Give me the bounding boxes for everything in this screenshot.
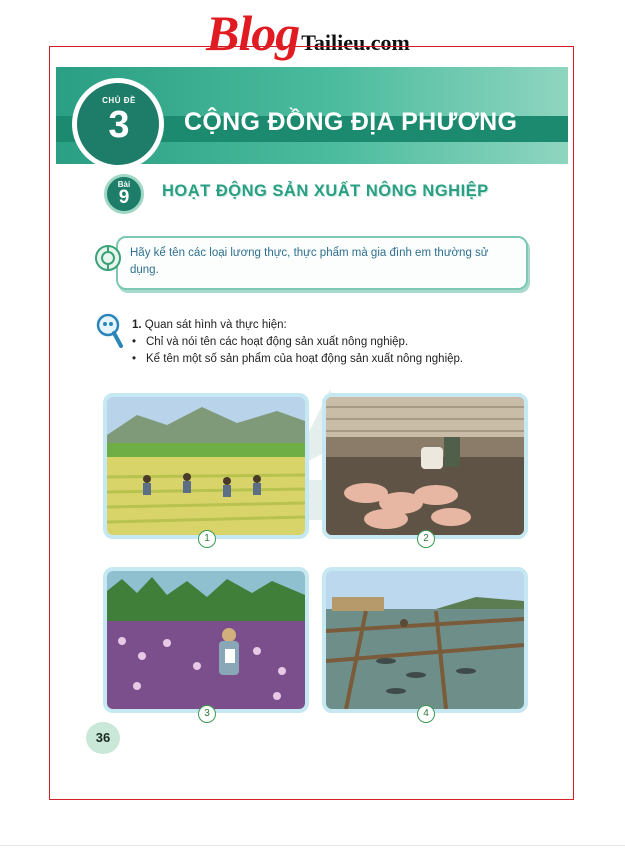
magnifier-icon xyxy=(94,312,124,350)
lesson-number: 9 xyxy=(118,187,130,208)
logo-site: Tailieu.com xyxy=(301,30,410,55)
activity-bullet: Kể tên một số sản phẩm của hoạt động sản xuất nông nghiệp. xyxy=(146,353,464,365)
activity-number: 1. xyxy=(132,319,142,331)
bullet-dot: • xyxy=(132,353,137,365)
lesson-label: Bài xyxy=(117,180,131,189)
bottom-strip xyxy=(0,845,625,852)
activity-instruction-text: Quan sát hình và thực hiện: xyxy=(144,319,287,331)
topic-number: 3 xyxy=(108,104,130,146)
photo-number-badge: 4 xyxy=(417,705,435,723)
topic-label: CHỦ ĐỀ xyxy=(102,96,136,105)
logo-brand: Blog xyxy=(206,5,300,61)
fish-farm-illustration xyxy=(326,571,524,709)
photo-number-badge: 2 xyxy=(417,530,435,548)
pig-farm-illustration xyxy=(326,397,524,535)
photo-number-badge: 3 xyxy=(198,705,216,723)
warmup-icon xyxy=(94,244,122,272)
activity-instruction xyxy=(132,317,552,334)
photo-rice-planting xyxy=(103,393,309,539)
lesson-title: HOẠT ĐỘNG SẢN XUẤT NÔNG NGHIỆP xyxy=(162,182,489,200)
flower-garden-illustration xyxy=(107,571,305,709)
rice-planting-illustration xyxy=(107,397,305,535)
photo-pig-farm xyxy=(322,393,528,539)
page-number: 36 xyxy=(86,722,120,754)
photo-number-badge: 1 xyxy=(198,530,216,548)
photo-flower-garden xyxy=(103,567,309,713)
topic-title: CỘNG ĐỒNG ĐỊA PHƯƠNG xyxy=(184,108,518,136)
photo-fish-farm xyxy=(322,567,528,713)
activity-bullet: Chỉ và nói tên các hoạt động sản xuất nông nghiệp. xyxy=(146,336,409,348)
warmup-text: Hãy kể tên các loại lương thực, thực phẩm mà gia đình em thường sử dụng. xyxy=(130,247,489,276)
bullet-dot: • xyxy=(132,336,137,348)
